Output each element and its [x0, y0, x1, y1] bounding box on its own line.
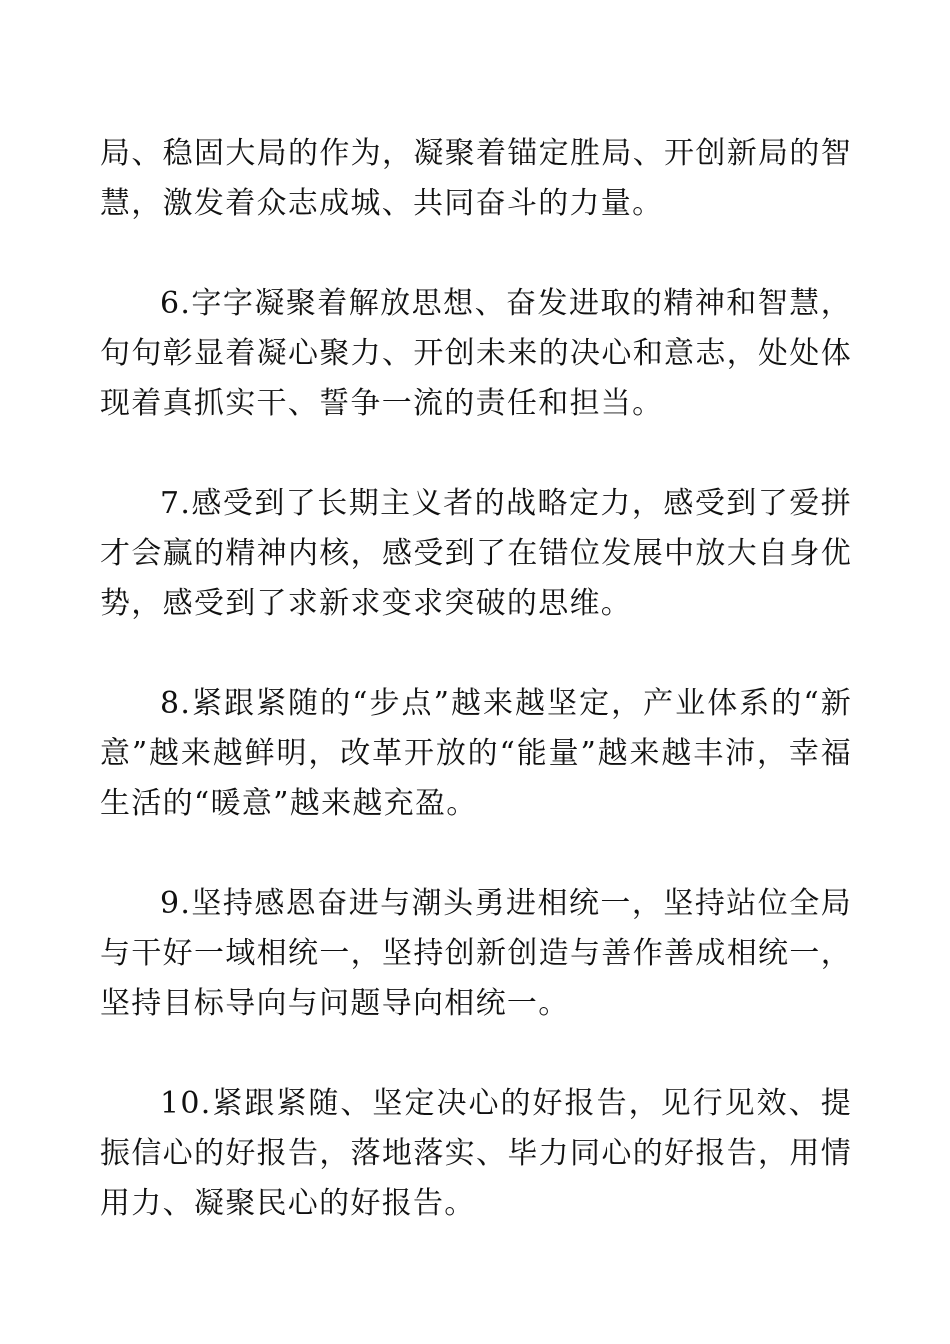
- paragraph-item-8: 8.紧跟紧随的“步点”越来越坚定，产业体系的“新意”越来越鲜明，改革开放的“能量”越来越丰沛，幸福生活的“暖意”越来越充盈。: [100, 686, 852, 821]
- paragraph-item-6: 6.字字凝聚着解放思想、奋发进取的精神和智慧，句句彰显着凝心聚力、开创未来的决心和意志，处处体现着真抓实干、誓争一流的责任和担当。: [100, 286, 852, 421]
- paragraph-item-10: 10.紧跟紧随、坚定决心的好报告，见行见效、提振信心的好报告，落地落实、毕力同心的好报告，用情用力、凝聚民心的好报告。: [100, 1086, 852, 1221]
- paragraph-item-9: 9.坚持感恩奋进与潮头勇进相统一，坚持站位全局与干好一域相统一，坚持创新创造与善作善成相统一，坚持目标导向与问题导向相统一。: [100, 886, 852, 1021]
- paragraph-item-7: 7.感受到了长期主义者的战略定力，感受到了爱拼才会赢的精神内核，感受到了在错位发展中放大自身优势，感受到了求新求变求突破的思维。: [100, 486, 852, 621]
- paragraph-continued: 局、稳固大局的作为，凝聚着锚定胜局、开创新局的智慧，激发着众志成城、共同奋斗的力量。: [100, 136, 852, 221]
